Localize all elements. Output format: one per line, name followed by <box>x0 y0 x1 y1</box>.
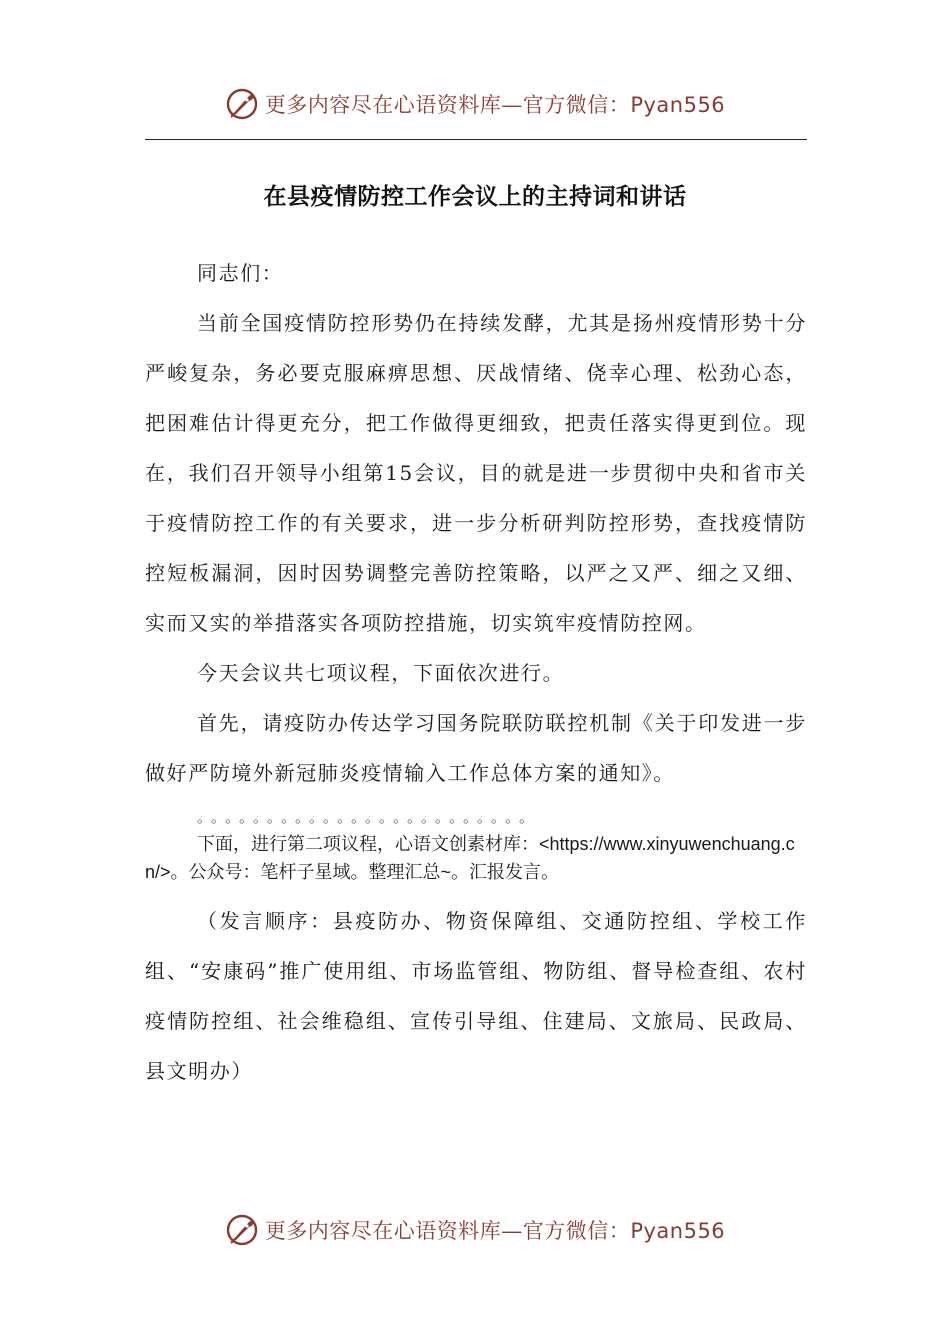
document-title: 在县疫情防控工作会议上的主持词和讲话 <box>263 184 687 210</box>
header-banner-handle: Pyan556 <box>630 93 726 117</box>
document-body <box>145 248 807 1096</box>
header-divider <box>145 139 807 140</box>
header-banner <box>0 82 950 126</box>
quill-pen-logo-icon <box>225 1213 259 1247</box>
header-banner-text <box>265 89 725 119</box>
header-banner-label: 更多内容尽在心语资料库—官方微信： <box>264 93 631 117</box>
paragraph-1: 当前全国疫情防控形势仍在持续发酵，尤其是扬州疫情形势十分严峻复杂，务必要克服麻痹思想、厌战情绪、侥幸心理、松劲心态，把困难估计得更充分，把工作做得更细致，把责任落实得更到位。现在，我们召开领导小组第15会议，目的就是进一步贯彻中央和省市关于疫情防控工作的有关要求，进一步分析研判防控形势，查找疫情防控短板漏洞，因时因势调整完善防控策略，以严之又严、细之又细、实而又实的举措落实各项防控措施，切实筑牢疫情防控网。 <box>145 311 807 635</box>
speaking-order-note: （发言顺序：县疫防办、物资保障组、交通防控组、学校工作组、“安康码”推广使用组、市场监管组、物防组、督导检查组、农村疫情防控组、社会维稳组、宣传引导组、住建局、文旅局、民政局、县文明办） <box>145 909 807 1083</box>
footer-banner-text <box>265 1215 725 1245</box>
footer-banner-handle: Pyan556 <box>630 1219 726 1243</box>
quill-pen-logo-icon <box>225 87 259 121</box>
footer-banner-label: 更多内容尽在心语资料库—官方微信： <box>264 1219 631 1243</box>
salutation: 同志们： <box>197 261 284 285</box>
paragraph-2: 今天会议共七项议程，下面依次进行。 <box>197 661 565 685</box>
paragraph-3: 首先，请疫防办传达学习国务院联防联控机制《关于印发进一步做好严防境外新冠肺炎疫情输入工作总体方案的通知》。 <box>145 711 807 785</box>
ellipsis-line: 。。。。。。。。。。。。。。。。。。。。。。。。 <box>197 808 541 826</box>
insert-note: 下面，进行第二项议程，心语文创素材库：<https://www.xinyuwenchuang.cn/>。公众号：笔杆子星域。整理汇总~。汇报发言。 <box>145 834 795 882</box>
footer-banner <box>0 1208 950 1252</box>
